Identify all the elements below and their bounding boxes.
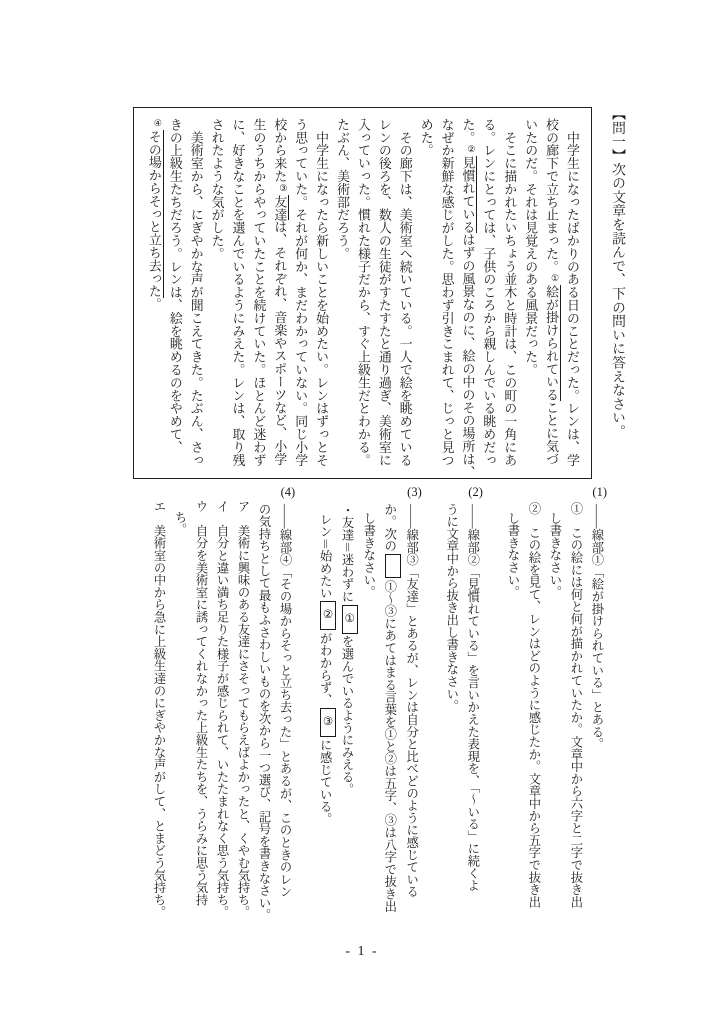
passage-line <box>561 118 582 468</box>
question-line <box>148 486 169 924</box>
passage-line <box>227 118 248 468</box>
page-number: - 1 - <box>345 944 379 959</box>
underlined-text: 絵が掛けられている <box>544 285 561 401</box>
text-run: その廊下は、美術室へ続いている。一人で絵を眺めている <box>397 118 412 467</box>
question-block <box>441 486 483 924</box>
question-number-label: (2) <box>468 485 483 499</box>
question-line <box>379 486 401 924</box>
text-run: がわからず、 <box>318 632 333 706</box>
text-run: た。 <box>460 118 475 144</box>
text-run: なぜか新鮮な感じがした。思わず引きこまれて、じっと見つ <box>439 118 454 467</box>
text-run: し書きなさい。 <box>547 511 562 598</box>
answer-number-box: ① <box>342 605 358 634</box>
passage-line <box>519 118 540 468</box>
passage-line <box>415 118 436 468</box>
text-run: は、それぞれ、音楽やスポーツなど、小学 <box>272 220 287 466</box>
text-run: イ 自分と違い満ち足りた様子が感じられて、いたたまれなく思う気持ち。 <box>215 499 230 918</box>
question-line <box>586 486 607 924</box>
text-run: ア 美術に興味のある友達にさそってもらえばよかったと、くやむ気持ち。 <box>236 499 251 918</box>
text-run: レン＝始めたい <box>318 513 333 600</box>
text-run: いたのだ。それは見覚えのある風景だった。 <box>523 118 538 376</box>
passage-line <box>164 118 185 468</box>
ref-number: ③ <box>279 183 290 194</box>
text-run: きの上級生たちだろう。レンは、絵を眺めるのをやめて、 <box>167 118 182 454</box>
text-run: 中学生になったら新しいことを始めたい。レンはずっとそ <box>314 118 329 467</box>
ref-number: ② <box>467 144 478 155</box>
question-line <box>401 486 422 924</box>
text-run: たぶん、美術部だろう。 <box>335 118 350 260</box>
question-line <box>502 486 523 924</box>
text-run: に、好きなことを選んでいるようにみえた。レンは、取り残 <box>230 118 245 467</box>
passage-line <box>143 118 164 468</box>
passage-line <box>352 118 373 468</box>
underlined-text: その場からそっと立ち去った <box>147 130 164 298</box>
text-run: 入っていった。慣れた様子だから、すぐ上級生だとわかる。 <box>355 118 370 467</box>
question-one-header: 【問一】次の文章を読んで、下の問いに答えなさい。 <box>610 107 625 439</box>
text-run: し書きなさい。 <box>505 511 520 598</box>
question-number-label: (4) <box>280 485 296 499</box>
text-run: 中学生になったばかりのある日のことだった。レンは、学 <box>565 118 579 467</box>
passage-line <box>373 118 394 468</box>
text-run: はずの風景なのに、絵の中のその場所は、 <box>460 233 475 479</box>
text-run: 校の廊下で立ち止まった。 <box>544 118 559 273</box>
text-run: る。レンにとっては、子供のころから親しんでいる眺めだっ <box>481 118 496 467</box>
ref-number: ④ <box>153 119 164 129</box>
ref-number: ① <box>551 273 562 284</box>
question-line <box>544 486 565 924</box>
underlined-text: 見慣れている <box>460 156 477 233</box>
question-number-label: (1) <box>592 485 607 499</box>
answer-number-box: ③ <box>320 708 336 737</box>
question-line <box>169 486 190 924</box>
passage-box <box>133 107 592 479</box>
passage-line <box>331 118 352 468</box>
text-run: エ 美術室の中から急に上級生達のにぎやかな声がして、とまどう気持ち。 <box>152 499 167 918</box>
passage-line <box>206 118 227 468</box>
passage-line <box>540 118 561 468</box>
text-run: 。 <box>146 297 161 311</box>
question-line <box>314 486 336 924</box>
question-line <box>336 486 358 924</box>
answer-number-box: ② <box>320 601 336 630</box>
question-block <box>502 486 607 924</box>
question-line <box>441 486 462 924</box>
text-run: ――線部②「見慣れている」を言いかえた表現を、「～いる」に続くよ <box>465 504 480 892</box>
text-run: 美術室から、にぎやかな声が聞こえてきた。たぶん、さっ <box>188 118 203 467</box>
text-run: ・友達＝迷わずに <box>339 504 354 603</box>
text-run: に感じている。 <box>318 738 333 826</box>
question-block <box>148 486 295 924</box>
passage-line <box>185 118 206 468</box>
text-run: ――線部③「友達」とあるが、レンは自分と比べどのように感じている <box>404 504 419 898</box>
text-run: ② この絵を見て、レンはどのように感じたか。文章中から五字で抜き出 <box>526 501 541 908</box>
text-run: ① この絵には何と何が描かれていたか。文章中から六字と二字で抜き出 <box>568 501 583 908</box>
question-number-label: (3) <box>407 485 422 499</box>
text-run: の気持ちとして最もふさわしいものを次から一つ選び、記号を書きなさい。 <box>257 503 272 922</box>
question-line <box>232 486 253 924</box>
question-line <box>358 486 379 924</box>
question-line <box>462 486 483 924</box>
text-run: めた。 <box>418 118 433 157</box>
passage-line <box>310 118 331 468</box>
passage-line <box>268 118 289 468</box>
passage-line <box>498 118 519 468</box>
text-run: ことに気づ <box>544 400 559 466</box>
passage-line <box>289 118 310 468</box>
underlined-text: 友達 <box>272 195 289 221</box>
question-block <box>314 486 422 924</box>
top-section <box>133 107 630 479</box>
text-run: 生のうちからやっていたことを続けていた。ほとんど迷わず <box>251 118 266 467</box>
question-line <box>523 486 544 924</box>
text-run: ウ 自分を美術室に誘ってくれなかった上級生たちを、うらみに思う気持 <box>194 499 209 906</box>
text-run: 校から来た <box>272 118 287 183</box>
text-run: うに文章中から抜き出し書きなさい。 <box>444 503 459 713</box>
passage-line <box>394 118 415 468</box>
text-run: か。次の <box>382 503 397 553</box>
text-run: ①～③にあてはまる言葉を①と②は五字、③は八字で抜き出 <box>382 580 397 913</box>
questions-section <box>148 486 607 924</box>
question-line <box>274 486 295 924</box>
blank-box <box>385 554 401 578</box>
question-line <box>211 486 232 924</box>
passage-line <box>248 118 269 468</box>
text-run: を選んでいるようにみえる。 <box>339 635 354 796</box>
question-line <box>253 486 274 924</box>
question-line <box>190 486 211 924</box>
text-run: ち。 <box>173 510 188 536</box>
passage-line <box>436 118 457 468</box>
question-line <box>565 486 586 924</box>
text-run: ――線部④「その場からそっと立ち去った」とあるが、このときのレン <box>278 504 293 898</box>
text-run: ――線部①「絵が掛けられている」とある。 <box>589 504 604 751</box>
text-run: し書きなさい。 <box>361 511 376 598</box>
text-run: レンの後ろを、数人の生徒がすたすたと通り過ぎ、美術室に <box>376 118 391 467</box>
passage-line <box>477 118 498 468</box>
text-run: されたような気がした。 <box>209 118 224 260</box>
text-run: そこに描かれたいちょう並木と時計は、この町の一角にあ <box>502 118 517 467</box>
text-run: う思っていた。それが何か、まだわかっていない。同じ小学 <box>293 118 308 467</box>
passage-line <box>457 118 478 479</box>
